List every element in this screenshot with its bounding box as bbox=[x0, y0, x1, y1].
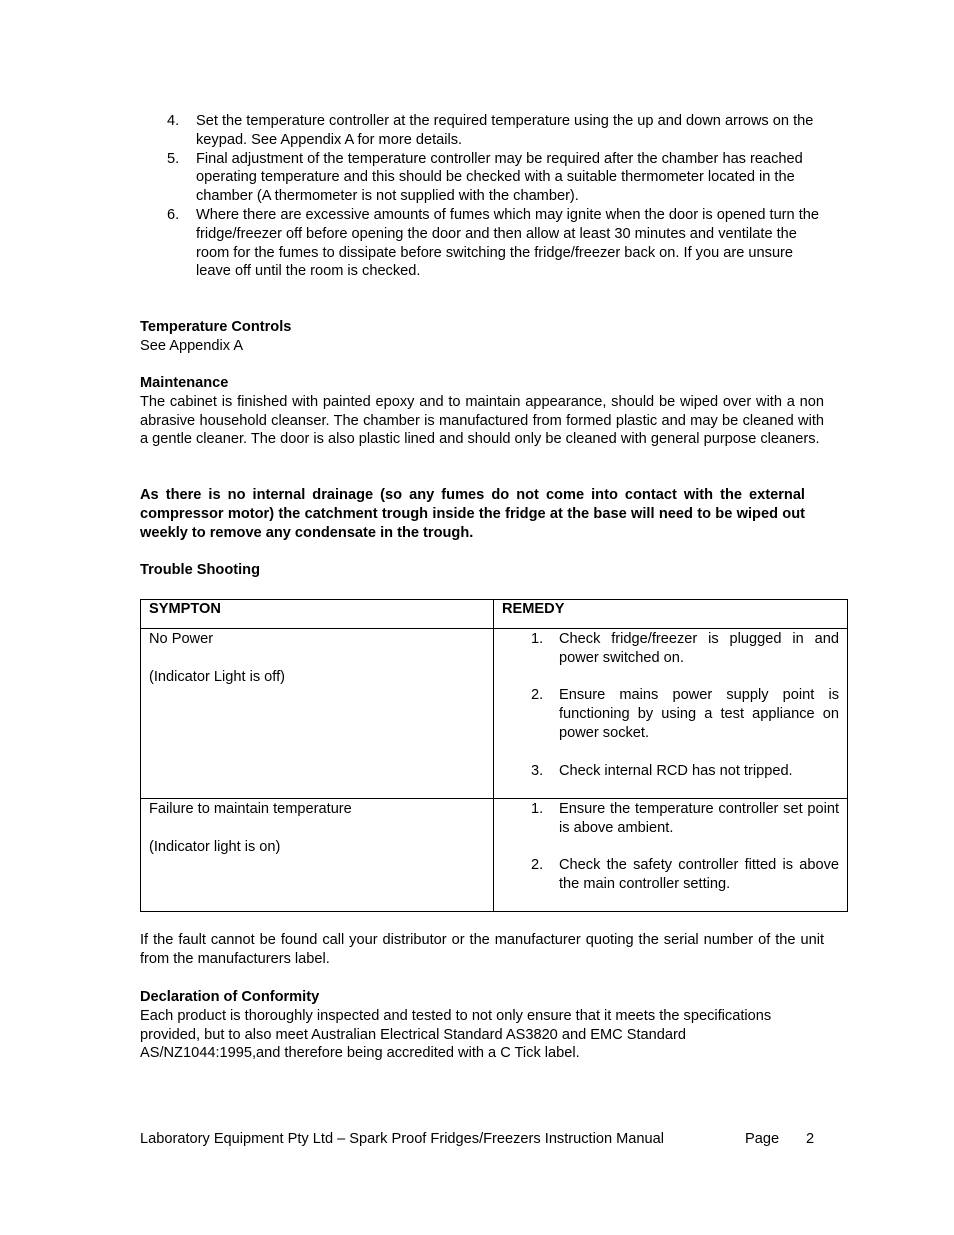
remedy-item bbox=[502, 686, 839, 742]
footer-text: Laboratory Equipment Pty Ltd – Spark Proof Fridges/Freezers Instruction Manual bbox=[140, 1131, 665, 1147]
step-item bbox=[140, 206, 820, 281]
fault-note-text: If the fault cannot be found call your distributor or the manufacturer quoting the serial number of the unit from the manufacturers label. bbox=[140, 932, 824, 967]
remedy-text: Ensure the temperature controller set point is above ambient. bbox=[559, 801, 839, 836]
page-label: Page bbox=[745, 1131, 780, 1147]
step-text: Where there are excessive amounts of fumes which may ignite when the door is opened turn the fridge/freezer off before opening the door and then allow at least 30 minutes and ventilate the room for the fumes to dissipate before switching the fridge/freezer back on. If you are unsure leave off until the room is checked. bbox=[196, 206, 819, 280]
indicator-text: (Indicator light is on) bbox=[149, 838, 281, 855]
remedy-text: Ensure mains power supply point is functioning by using a test appliance on power socket. bbox=[559, 687, 839, 741]
remedy-number: 1. bbox=[531, 801, 544, 817]
step-item bbox=[140, 150, 820, 206]
remedy-number: 1. bbox=[531, 631, 544, 647]
remedy-item bbox=[502, 800, 839, 838]
temperature-controls-heading: Temperature Controls bbox=[140, 319, 292, 335]
remedy-cell bbox=[494, 799, 848, 912]
remedy-text: Check internal RCD has not tripped. bbox=[559, 762, 793, 779]
step-text: Set the temperature controller at the required temperature using the up and down arrows on the keypad. See Appendix A for more details. bbox=[196, 113, 814, 148]
maintenance-heading: Maintenance bbox=[140, 375, 229, 391]
page-number: 2 bbox=[806, 1131, 815, 1147]
fault-note bbox=[140, 931, 824, 969]
remedy-text: Check the safety controller fitted is above the main controller setting. bbox=[559, 857, 839, 893]
remedy-list bbox=[502, 800, 839, 894]
remedy-number: 3. bbox=[531, 762, 544, 779]
symptom-cell bbox=[141, 799, 494, 912]
remedy-text: Check fridge/freezer is plugged in and power switched on. bbox=[559, 631, 839, 666]
declaration-text: Each product is thoroughly inspected and tested to not only ensure that it meets the specifications provided, but to also meet Australian Electrical Standard AS3820 and EMC Standard AS/NZ1044:1995,and therefore being accredited with a C Tick label. bbox=[140, 1007, 772, 1062]
remedy-item bbox=[502, 762, 839, 781]
temperature-controls-section bbox=[140, 318, 824, 356]
drainage-warning-text: As there is no internal drainage (so any fumes do not come into contact with the external compressor motor) the catchment trough inside the fridge at the base will need to be wiped out weekly to remove any condensate in the trough. bbox=[140, 487, 805, 541]
page-footer bbox=[140, 1130, 820, 1150]
remedy-number: 2. bbox=[531, 687, 544, 704]
maintenance-text: The cabinet is finished with painted epoxy and to maintain appearance, should be wiped over with a non abrasive household cleanser. The chamber is manufactured from formed plastic and may be cleaned with a gentle cleaner. The door is also plastic lined and should only be cleaned with general purpose cleaners. bbox=[140, 393, 824, 448]
symptom-text: Failure to maintain temperature bbox=[149, 801, 352, 817]
step-number: 4. bbox=[167, 113, 180, 129]
trouble-shooting-table bbox=[140, 599, 848, 912]
remedy-number: 2. bbox=[531, 857, 544, 874]
declaration-heading: Declaration of Conformity bbox=[140, 989, 320, 1005]
drainage-warning bbox=[140, 486, 805, 542]
remedy-item bbox=[502, 856, 839, 894]
symptom-cell bbox=[141, 629, 494, 799]
trouble-shooting-heading-block bbox=[140, 561, 824, 580]
symptom-text: No Power bbox=[149, 631, 214, 647]
step-number: 6. bbox=[167, 206, 180, 223]
trouble-shooting-heading: Trouble Shooting bbox=[140, 562, 260, 578]
table-row bbox=[141, 799, 848, 912]
remedy-list bbox=[502, 630, 839, 780]
remedy-cell bbox=[494, 629, 848, 799]
remedy-column-header: REMEDY bbox=[494, 600, 848, 629]
step-number: 5. bbox=[167, 150, 180, 167]
table-header-row bbox=[141, 600, 848, 629]
temperature-controls-text: See Appendix A bbox=[140, 337, 244, 354]
step-item bbox=[140, 112, 820, 150]
remedy-item bbox=[502, 630, 839, 668]
maintenance-section bbox=[140, 374, 824, 449]
indicator-text: (Indicator Light is off) bbox=[149, 668, 286, 685]
table-row bbox=[141, 629, 848, 799]
declaration-section bbox=[140, 988, 820, 1063]
step-text: Final adjustment of the temperature controller may be required after the chamber has reached operating temperature and this should be checked with a suitable thermometer located in the chamber (A thermometer is not supplied with the chamber). bbox=[196, 150, 803, 205]
setup-steps-list bbox=[140, 112, 820, 281]
symptom-column-header: SYMPTON bbox=[141, 600, 494, 629]
